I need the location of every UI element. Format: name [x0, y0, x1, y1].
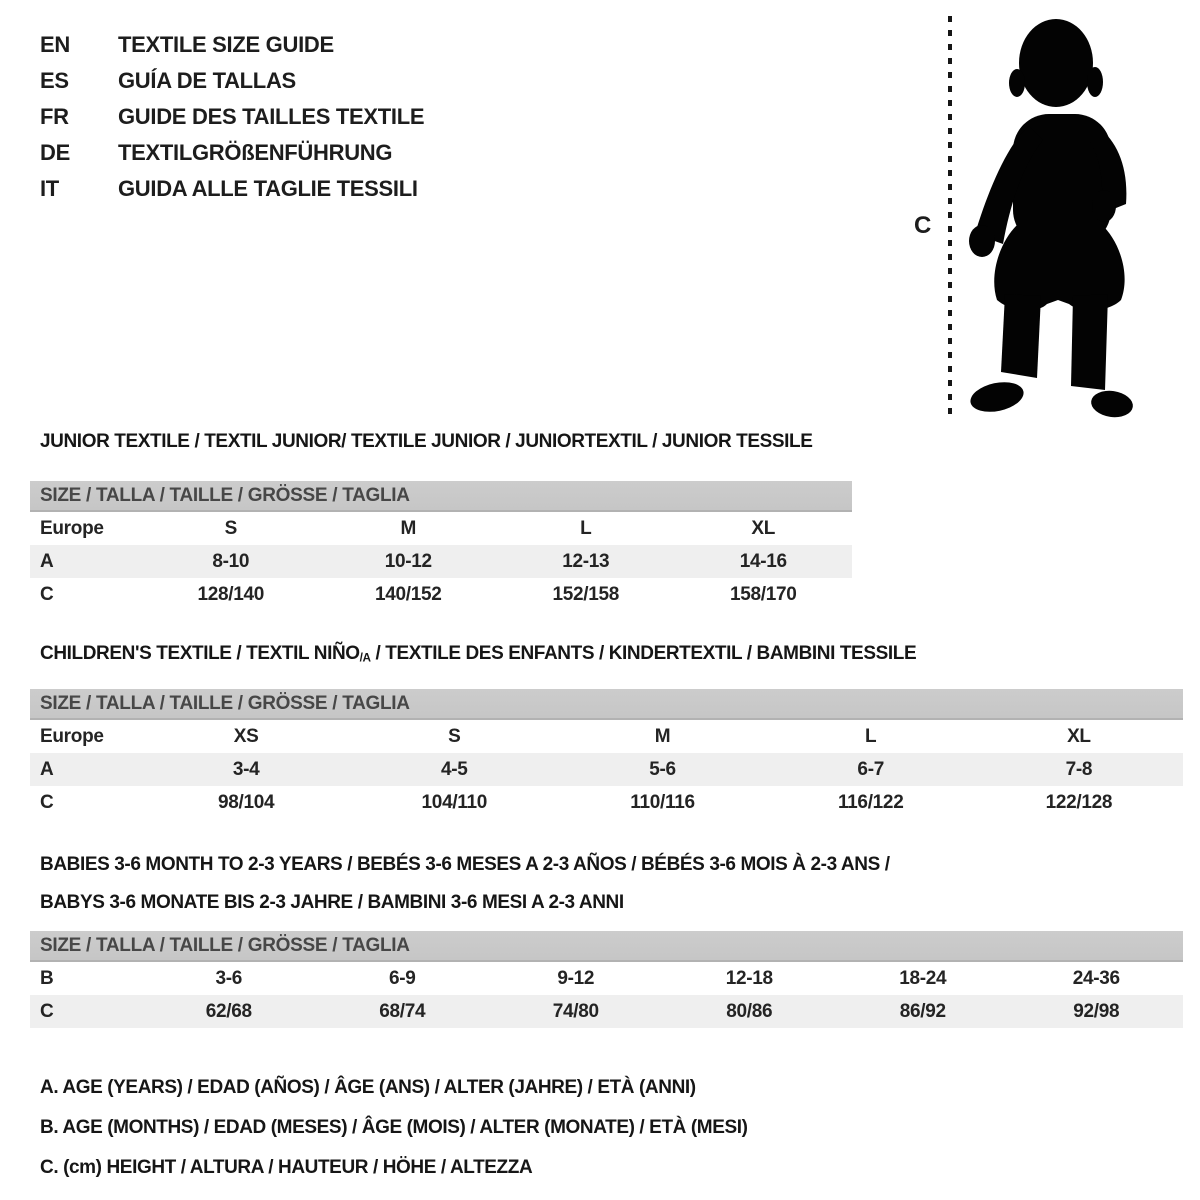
row-label: C [40, 792, 54, 813]
size-cell: L [865, 726, 877, 747]
age-cell: 12-18 [725, 968, 773, 989]
row-label: B [40, 968, 54, 989]
size-cell: S [448, 726, 461, 747]
height-cell: 86/92 [899, 1001, 946, 1022]
size-cell: M [654, 726, 671, 747]
guide-title: GUIDE DES TAILLES TEXTILE [118, 104, 425, 129]
row-label: C [40, 1001, 54, 1022]
size-cell: M [400, 518, 417, 539]
row-label: A [40, 759, 54, 780]
height-cell: 152/158 [552, 584, 620, 605]
age-cell: 5-6 [649, 759, 676, 780]
height-cell: 128/140 [197, 584, 265, 605]
size-cell: L [580, 518, 592, 539]
junior-size-table [30, 481, 852, 611]
height-cell: 116/122 [837, 792, 904, 813]
height-cell: 80/86 [726, 1001, 773, 1022]
age-cell: 3-4 [232, 759, 260, 780]
age-cell: 6-9 [388, 968, 416, 989]
height-measure-label: C [914, 212, 932, 239]
babies-section-heading [40, 846, 890, 922]
height-cell: 140/152 [374, 584, 442, 605]
size-cell: S [224, 518, 237, 539]
height-cell: 158/170 [729, 584, 797, 605]
guide-title: GUIDA ALLE TAGLIE TESSILI [118, 176, 418, 201]
age-cell: 8-10 [212, 551, 250, 572]
size-cell: XL [751, 518, 776, 539]
table-row [30, 753, 1183, 786]
language-row-en [40, 27, 424, 63]
children-size-table-header: SIZE / TALLA / TAILLE / GRÖSSE / TAGLIA [30, 689, 1183, 720]
guide-title: TEXTILGRÖßENFÜHRUNG [118, 140, 393, 165]
height-cell: 62/68 [205, 1001, 252, 1022]
language-code: IT [40, 176, 59, 201]
height-cell: 122/128 [1045, 792, 1113, 813]
language-code: DE [40, 140, 70, 165]
language-row-it [40, 171, 424, 207]
table-row [30, 578, 852, 611]
age-cell: 18-24 [899, 968, 947, 989]
height-cell: 92/98 [1073, 1001, 1120, 1022]
height-dashed-line [948, 16, 952, 416]
legend-line-c: C. (cm) HEIGHT / ALTURA / HAUTEUR / HÖHE / ALTEZZA [40, 1157, 533, 1178]
language-row-de [40, 135, 424, 171]
size-cell: XS [233, 726, 259, 747]
height-cell: 68/74 [379, 1001, 426, 1022]
table-row [30, 995, 1183, 1028]
legend-line-a: A. AGE (YEARS) / EDAD (AÑOS) / ÂGE (ANS) / ALTER (JAHRE) / ETÀ (ANNI) [40, 1077, 696, 1098]
language-row-es [40, 63, 424, 99]
row-label: A [40, 551, 54, 572]
toddler-silhouette-image [963, 14, 1138, 420]
height-cell: 74/80 [552, 1001, 599, 1022]
junior-size-table-header: SIZE / TALLA / TAILLE / GRÖSSE / TAGLIA [30, 481, 852, 512]
children-heading-subscript: /A [359, 651, 371, 665]
language-code: ES [40, 68, 69, 93]
age-cell: 7-8 [1065, 759, 1093, 780]
legend-line-b: B. AGE (MONTHS) / EDAD (MESES) / ÂGE (MOIS) / ALTER (MONATE) / ETÀ (MESI) [40, 1117, 748, 1138]
measurement-legend [40, 1068, 748, 1188]
children-heading-suffix: / TEXTILE DES ENFANTS / KINDERTEXTIL / BAMBINI TESSILE [370, 643, 917, 664]
language-row-fr [40, 99, 424, 135]
age-cell: 3-6 [215, 968, 243, 989]
language-code: EN [40, 32, 70, 57]
babies-size-table [30, 931, 1183, 1028]
children-heading-prefix: CHILDREN'S TEXTILE / TEXTIL NIÑO [40, 643, 360, 664]
table-row [30, 786, 1183, 819]
age-cell: 10-12 [384, 551, 432, 572]
row-label: Europe [40, 726, 104, 747]
row-label: Europe [40, 518, 104, 539]
children-size-table [30, 689, 1183, 819]
row-label: C [40, 584, 54, 605]
age-cell: 6-7 [857, 759, 884, 780]
junior-section-heading: JUNIOR TEXTILE / TEXTIL JUNIOR/ TEXTILE JUNIOR / JUNIORTEXTIL / JUNIOR TESSILE [40, 431, 813, 452]
height-cell: 110/116 [630, 792, 695, 813]
age-cell: 9-12 [557, 968, 595, 989]
guide-title: TEXTILE SIZE GUIDE [118, 32, 334, 57]
babies-size-table-header: SIZE / TALLA / TAILLE / GRÖSSE / TAGLIA [30, 931, 1183, 962]
table-row [30, 720, 1183, 753]
age-cell: 4-5 [441, 759, 468, 780]
height-cell: 98/104 [217, 792, 275, 813]
table-row [30, 962, 1183, 995]
size-cell: XL [1067, 726, 1091, 747]
table-row [30, 545, 852, 578]
language-code: FR [40, 104, 69, 129]
guide-title: GUÍA DE TALLAS [118, 68, 296, 93]
age-cell: 14-16 [739, 551, 787, 572]
children-section-heading [40, 643, 916, 665]
height-cell: 104/110 [421, 792, 488, 813]
age-cell: 12-13 [562, 551, 610, 572]
babies-heading-line1: BABIES 3-6 MONTH TO 2-3 YEARS / BEBÉS 3-6 MESES A 2-3 AÑOS / BÉBÉS 3-6 MOIS À 2-3 ANS / [40, 854, 890, 875]
age-cell: 24-36 [1072, 968, 1120, 989]
table-row [30, 512, 852, 545]
babies-heading-line2: BABYS 3-6 MONATE BIS 2-3 JAHRE / BAMBINI 3-6 MESI A 2-3 ANNI [40, 892, 624, 913]
language-guide-header [40, 27, 424, 207]
